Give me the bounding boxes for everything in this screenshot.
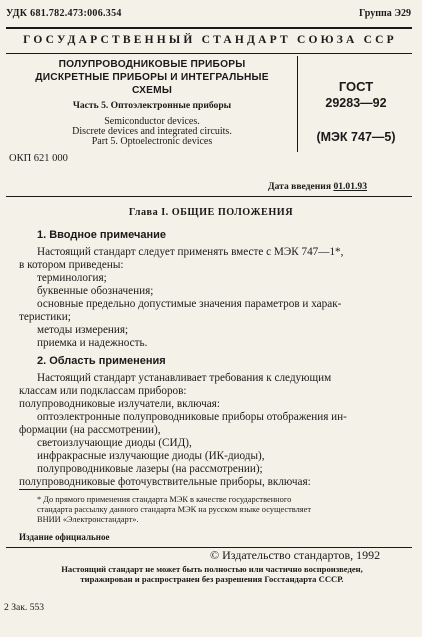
title-part-ru: Часть 5. Оптоэлектронные приборы <box>72 100 232 111</box>
section-1-heading: 1. Вводное примечание <box>37 229 167 241</box>
section-1-line: буквенные обозначения; <box>37 285 154 297</box>
gost-label: ГОСТ <box>338 79 374 94</box>
title-en-line-3: Part 5. Optoelectronic devices <box>91 136 213 147</box>
section-2-line: формации (на рассмотрении), <box>19 424 161 436</box>
section-2-line: оптоэлектронные полупроводниковые приборы отображения ин- <box>37 411 347 423</box>
title-line-3: СХЕМЫ <box>131 85 173 96</box>
footnote-rule <box>19 489 139 490</box>
title-line-2: ДИСКРЕТНЫЕ ПРИБОРЫ И ИНТЕГРАЛЬНЫЕ <box>35 72 269 83</box>
footnote-line-2: стандарта рассылку данного стандарта МЭК на русском языке осуществляет <box>37 505 311 514</box>
date-rule <box>6 196 412 197</box>
udk-code: УДК 681.782.473:006.354 <box>6 8 122 19</box>
intro-date-label: Дата введения <box>268 181 332 192</box>
section-1-line: основные предельно допустимые значения параметров и харак- <box>37 298 342 310</box>
gost-number: 29283—92 <box>325 96 387 110</box>
copyright: © Издательство стандартов, 1992 <box>210 548 381 562</box>
intro-date <box>268 181 367 192</box>
title-line-1: ПОЛУПРОВОДНИКОВЫЕ ПРИБОРЫ <box>58 59 246 70</box>
title-en-line-1: Semiconductor devices. <box>104 116 200 127</box>
section-1-line: Настоящий стандарт следует применять вместе с МЭК 747—1*, <box>37 246 344 258</box>
section-2-line: Настоящий стандарт устанавливает требования к следующим <box>37 372 332 384</box>
iec-number: (МЭК 747—5) <box>316 130 396 144</box>
section-1-line: в котором приведены: <box>19 259 124 271</box>
section-1-line: терминология; <box>37 272 107 284</box>
section-1-line: приемка и надежность. <box>37 337 148 349</box>
intro-date-value: 01.01.93 <box>333 181 368 192</box>
reproduction-notice-line-1: Настоящий стандарт не может быть полностью или частично воспроизведен, <box>61 564 363 574</box>
header-bottom-rule <box>6 53 412 54</box>
state-standard-banner: ГОСУДАРСТВЕННЫЙ СТАНДАРТ СОЮЗА ССР <box>23 34 397 46</box>
section-2-line: инфракрасные излучающие диоды (ИК-диоды), <box>37 450 265 462</box>
section-2-line: полупроводниковые излучатели, включая: <box>19 398 220 410</box>
section-2-line: светоизлучающие диоды (СИД), <box>37 437 192 449</box>
section-1-line: методы измерения; <box>37 324 129 336</box>
print-mark: 2 Зак. 553 <box>4 602 45 613</box>
footnote-line-1: * До прямого применения стандарта МЭК в качестве государственного <box>37 495 292 504</box>
title-en-line-2: Discrete devices and integrated circuits. <box>72 126 232 137</box>
title-divider <box>297 56 298 152</box>
section-1-line: теристики; <box>19 311 71 323</box>
okp-code: ОКП 621 000 <box>9 153 68 164</box>
section-2-heading: 2. Область применения <box>37 355 166 367</box>
header-top-rule <box>6 27 412 29</box>
footnote-line-3: ВНИИ «Электронстандарт». <box>37 515 139 524</box>
group-code: Группа Э29 <box>359 8 411 19</box>
section-2-line: полупроводниковые лазеры (на рассмотрении); <box>37 463 263 475</box>
reproduction-notice-line-2: тиражирован и распространен без разрешения Госстандарта СССР. <box>80 574 344 584</box>
chapter-title: Глава I. ОБЩИЕ ПОЛОЖЕНИЯ <box>128 207 294 218</box>
section-2-line: классам или подклассам приборов: <box>19 385 187 397</box>
official-edition: Издание официальное <box>19 532 110 542</box>
section-2-line: полупроводниковые фоточувствительные приборы, включая: <box>19 476 311 488</box>
